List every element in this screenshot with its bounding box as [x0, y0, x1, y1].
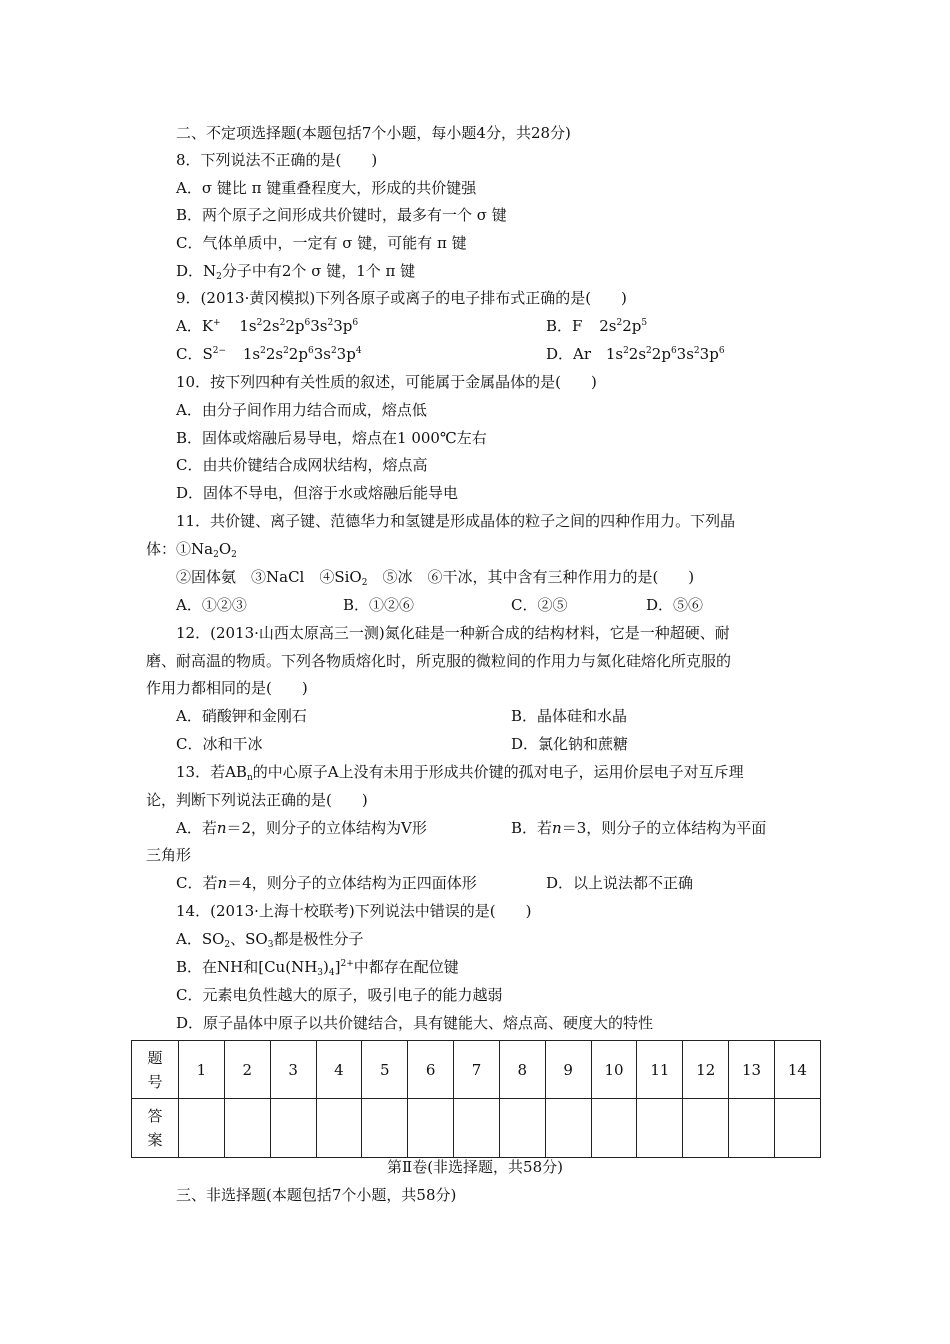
question-8-option-a: A．σ 键比 π 键重叠程度大，形成的共价键强 — [176, 179, 477, 197]
answer-cell[interactable] — [179, 1099, 225, 1158]
answer-table-number-cell: 5 — [362, 1041, 408, 1099]
section-3-header: 三、非选择题(本题包括7个小题，共58分) — [176, 1186, 457, 1204]
question-8-option-b: B．两个原子之间形成共价键时，最多有一个 σ 键 — [176, 206, 507, 224]
answer-cell[interactable] — [499, 1099, 545, 1158]
answer-table-number-cell: 7 — [454, 1041, 500, 1099]
question-14-option-d: D．原子晶体中原子以共价键结合，具有键能大、熔点高、硬度大的特性 — [176, 1014, 654, 1032]
question-8-option-c: C．气体单质中，一定有 σ 键，可能有 π 键 — [176, 234, 467, 252]
answer-table-number-cell: 2 — [224, 1041, 270, 1099]
question-8-option-d: D．$N_2$分子中有2个 σ 键，1个 π 键 — [176, 262, 416, 282]
answer-cell[interactable] — [316, 1099, 362, 1158]
question-9-option-d-config: $1s^22s^22p^63s^23p^6$ — [605, 345, 725, 363]
question-10-stem: 10．按下列四种有关性质的叙述，可能属于金属晶体的是( ) — [176, 373, 597, 391]
answer-cell[interactable] — [637, 1099, 683, 1158]
question-9-option-a-config: $1s^22s^22p^63s^23p^6$ — [239, 317, 359, 335]
question-12-option-b: B．晶体硅和水晶 — [511, 707, 628, 725]
question-10-option-b: B．固体或熔融后易导电，熔点在1 000℃左右 — [176, 429, 487, 447]
question-9-option-d: D．Ar $1s^22s^22p^63s^23p^6$ — [546, 345, 725, 363]
answer-cell[interactable] — [545, 1099, 591, 1158]
answer-cell[interactable] — [408, 1099, 454, 1158]
question-12-stem: 12．(2013·山西太原高三一测)氮化硅是一种新合成的结构材料，它是一种超硬、耐 — [176, 624, 730, 642]
question-11-option-c: C．②⑤ — [511, 596, 568, 614]
question-12-stem-end: 作用力都相同的是( ) — [146, 679, 308, 697]
question-14-option-c: C．元素电负性越大的原子，吸引电子的能力越弱 — [176, 986, 503, 1004]
question-13-option-b-cont: 三角形 — [146, 846, 192, 864]
answer-table-number-cell: 14 — [774, 1041, 820, 1099]
question-10-option-d: D．固体不导电，但溶于水或熔融后能导电 — [176, 484, 459, 502]
question-13-option-c: C．若n＝4，则分子的立体结构为正四面体形 — [176, 874, 477, 892]
answer-cell[interactable] — [224, 1099, 270, 1158]
question-11-stem: 11．共价键、离子键、范德华力和氢键是形成晶体的粒子之间的四种作用力。下列晶 — [176, 512, 736, 530]
question-12-option-d: D．氯化钠和蔗糖 — [511, 735, 629, 753]
question-9-option-a: A．K+ $1s^22s^22p^63s^23p^6$ — [176, 317, 359, 335]
answer-table-number-cell: 11 — [637, 1041, 683, 1099]
answer-table-answer-row — [132, 1099, 821, 1158]
answer-cell[interactable] — [683, 1099, 729, 1158]
question-13-option-a: A．若n＝2，则分子的立体结构为V形 — [176, 819, 427, 837]
answer-table-number-cell: 10 — [591, 1041, 637, 1099]
question-8-stem: 8．下列说法不正确的是( ) — [176, 151, 378, 169]
question-13-option-d: D．以上说法都不正确 — [546, 874, 694, 892]
question-11-stem-cont: 体：$①Na_2O_2$ — [146, 540, 237, 560]
answer-table-number-cell: 3 — [270, 1041, 316, 1099]
question-14-stem: 14．(2013·上海十校联考)下列说法中错误的是( ) — [176, 902, 532, 920]
answer-table-number-label: 题号 — [132, 1041, 179, 1099]
section-2-header: 二、不定项选择题(本题包括7个小题，每小题4分，共28分) — [176, 124, 571, 142]
question-12-option-c: C．冰和干冰 — [176, 735, 263, 753]
answer-cell[interactable] — [591, 1099, 637, 1158]
answer-cell[interactable] — [774, 1099, 820, 1158]
answer-cell[interactable] — [729, 1099, 775, 1158]
question-10-option-a: A．由分子间作用力结合而成，熔点低 — [176, 401, 427, 419]
question-14-option-b: B．在NH和$[Cu(NH_3)_4]^{2+}$中都存在配位键 — [176, 958, 459, 978]
answer-table-number-cell: 12 — [683, 1041, 729, 1099]
question-11-option-b: B．①②⑥ — [343, 596, 415, 614]
answer-table — [131, 1040, 821, 1158]
question-14-option-a: A．$SO_2$、$SO_3$都是极性分子 — [176, 930, 364, 950]
question-12-stem-cont: 磨、耐高温的物质。下列各物质熔化时，所克服的微粒间的作用力与氮化硅熔化所克服的 — [146, 652, 732, 670]
answer-table-answer-label: 答案 — [132, 1099, 179, 1158]
question-11-option-d: D．⑤⑥ — [646, 596, 704, 614]
answer-table-number-cell: 6 — [408, 1041, 454, 1099]
answer-cell[interactable] — [270, 1099, 316, 1158]
answer-cell[interactable] — [454, 1099, 500, 1158]
question-13-stem-cont: 论，判断下列说法正确的是( ) — [146, 791, 368, 809]
question-9-stem: 9．(2013·黄冈模拟)下列各原子或离子的电子排布式正确的是( ) — [176, 289, 627, 307]
question-9-option-c: C．$S^{2-}$ $1s^22s^22p^63s^23p^4$ — [176, 345, 362, 363]
question-13-option-b: B．若n＝3，则分子的立体结构为平面 — [511, 819, 767, 837]
answer-table-number-cell: 4 — [316, 1041, 362, 1099]
question-13-stem: 13．若$AB_n$的中心原子A上没有未用于形成共价键的孤对电子，运用价层电子对互斥理 — [176, 763, 744, 783]
question-11-crystal-list: ②固体氨 ③NaCl ④SiO$_2$ ⑤冰 ⑥干冰，其中含有三种作用力的是( ) — [176, 568, 695, 588]
question-11-option-a: A．①②③ — [176, 596, 247, 614]
answer-table-number-cell: 1 — [179, 1041, 225, 1099]
question-12-option-a: A．硝酸钾和金刚石 — [176, 707, 307, 725]
answer-table-number-cell: 8 — [499, 1041, 545, 1099]
answer-table-number-row — [132, 1041, 821, 1099]
answer-table-number-cell: 13 — [729, 1041, 775, 1099]
part-2-title: 第Ⅱ卷(非选择题，共58分) — [387, 1158, 563, 1176]
question-10-option-c: C．由共价键结合成网状结构，熔点高 — [176, 456, 428, 474]
question-9-option-b: B．F $2s^22p^5$ — [546, 317, 648, 335]
question-9-option-b-config: $2s^22p^5$ — [599, 317, 648, 335]
answer-cell[interactable] — [362, 1099, 408, 1158]
question-9-option-c-config: $1s^22s^22p^63s^23p^4$ — [242, 345, 362, 363]
answer-table-number-cell: 9 — [545, 1041, 591, 1099]
